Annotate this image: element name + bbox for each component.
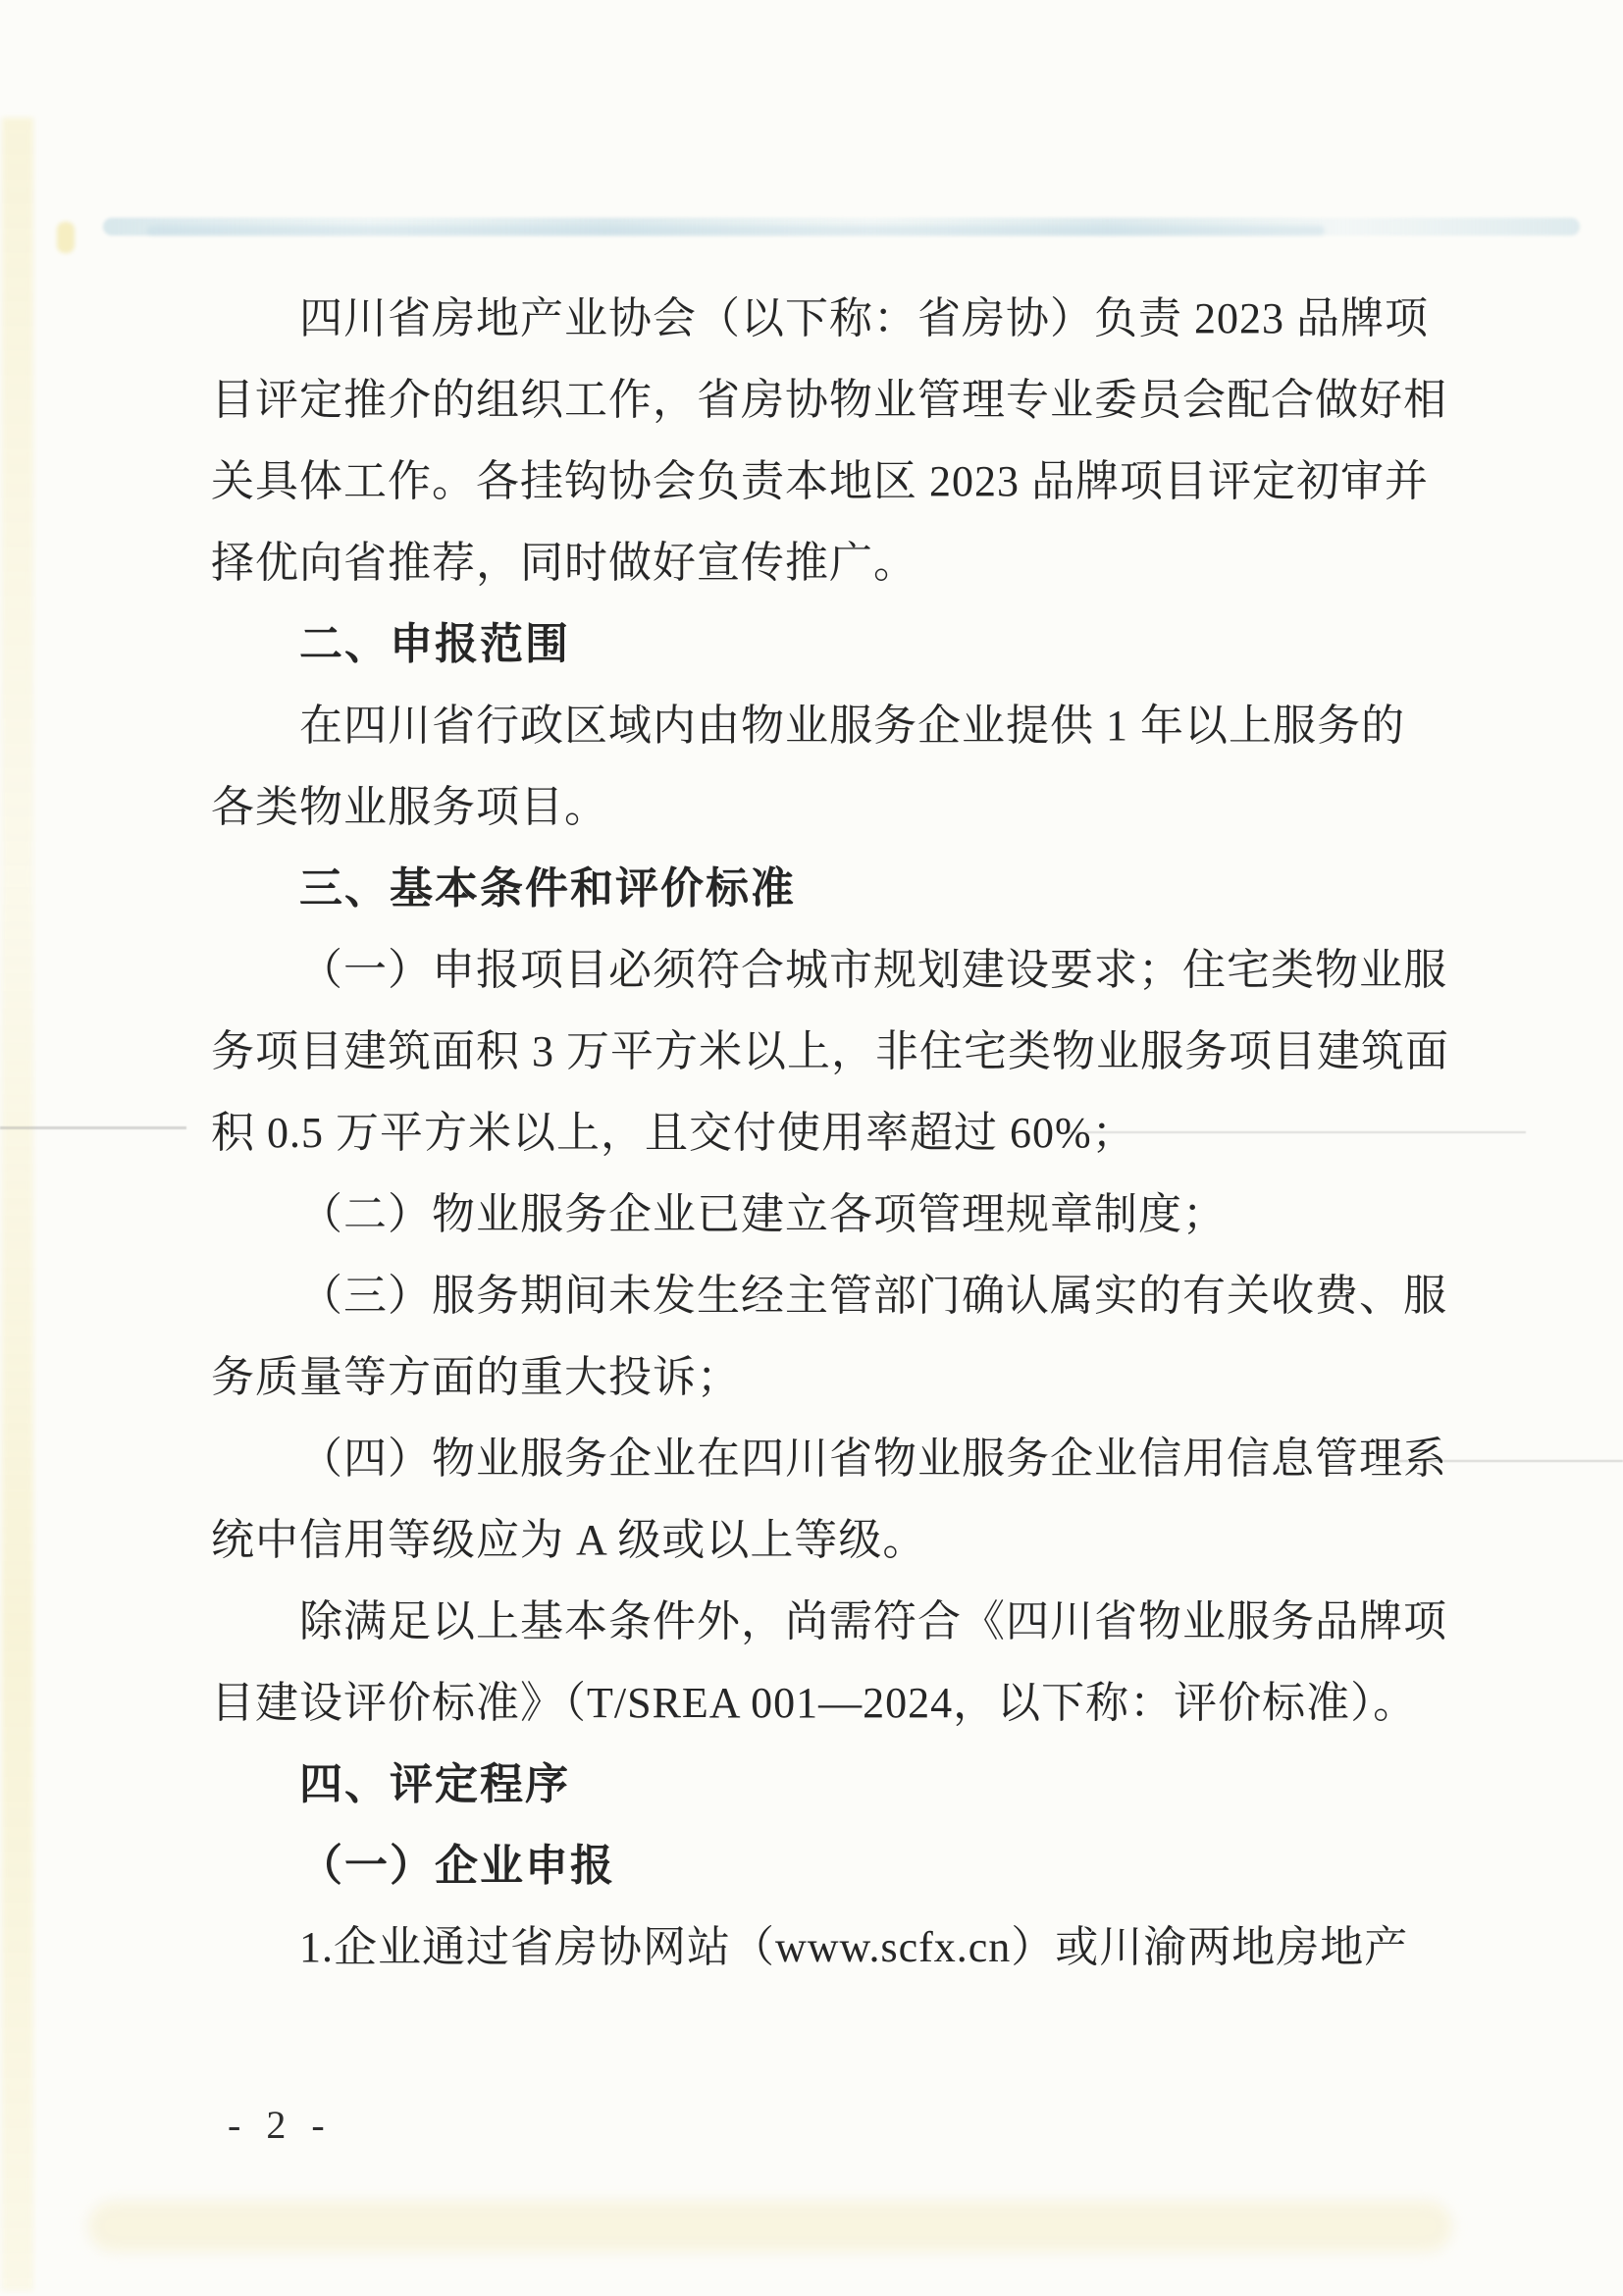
para-scope-line-2: 各类物业服务项目。 xyxy=(211,783,608,831)
heading-section-3: 三、基本条件和评价标准 xyxy=(299,864,796,913)
scan-smudge-top-inner xyxy=(147,226,1325,235)
para-condition-3-line-1: （三）服务期间未发生经主管部门确认属实的有关收费、服 xyxy=(299,1272,1447,1320)
scan-smudge-bottom xyxy=(88,2201,1452,2252)
para-responsibility-line-4: 择优向省推荐，同时做好宣传推广。 xyxy=(211,539,917,587)
para-condition-1-line-2: 务项目建筑面积 3 万平方米以上，非住宅类物业服务项目建筑面 xyxy=(211,1027,1449,1075)
scan-edge-strip-left xyxy=(2,118,33,2291)
heading-subsection-1: （一）企业申报 xyxy=(299,1842,615,1890)
para-responsibility-line-3: 关具体工作。各挂钩协会负责本地区 2023 品牌项目评定初审并 xyxy=(211,457,1429,505)
scan-blotch-left xyxy=(57,222,75,253)
para-standard-line-1: 除满足以上基本条件外，尚需符合《四川省物业服务品牌项 xyxy=(299,1597,1447,1645)
heading-section-2: 二、申报范围 xyxy=(299,620,570,668)
para-apply-line-1: 1.企业通过省房协网站（www.scfx.cn）或川渝两地房地产 xyxy=(299,1923,1409,1971)
para-scope-line-1: 在四川省行政区域内由物业服务企业提供 1 年以上服务的 xyxy=(299,702,1405,750)
page-number: - 2 - xyxy=(228,2103,333,2147)
para-responsibility-line-1: 四川省房地产业协会（以下称：省房协）负责 2023 品牌项 xyxy=(299,294,1429,342)
para-condition-1-line-3: 积 0.5 万平方米以上，且交付使用率超过 60%； xyxy=(211,1109,1136,1157)
heading-section-4: 四、评定程序 xyxy=(299,1760,570,1808)
para-condition-2-line-1: （二）物业服务企业已建立各项管理规章制度； xyxy=(299,1190,1227,1238)
para-condition-4-line-1: （四）物业服务企业在四川省物业服务企业信用信息管理系 xyxy=(299,1435,1447,1483)
document-body xyxy=(211,278,1506,1988)
scan-line-artifact-left xyxy=(0,1126,186,1129)
para-responsibility-line-2: 目评定推介的组织工作，省房协物业管理专业委员会配合做好相 xyxy=(211,376,1447,424)
para-condition-1-line-1: （一）申报项目必须符合城市规划建设要求；住宅类物业服 xyxy=(299,946,1447,994)
para-standard-line-2: 目建设评价标准》（T/SREA 001—2024，以下称：评价标准）。 xyxy=(211,1679,1418,1727)
para-condition-3-line-2: 务质量等方面的重大投诉； xyxy=(211,1353,741,1401)
para-condition-4-line-2: 统中信用等级应为 A 级或以上等级。 xyxy=(211,1516,927,1564)
